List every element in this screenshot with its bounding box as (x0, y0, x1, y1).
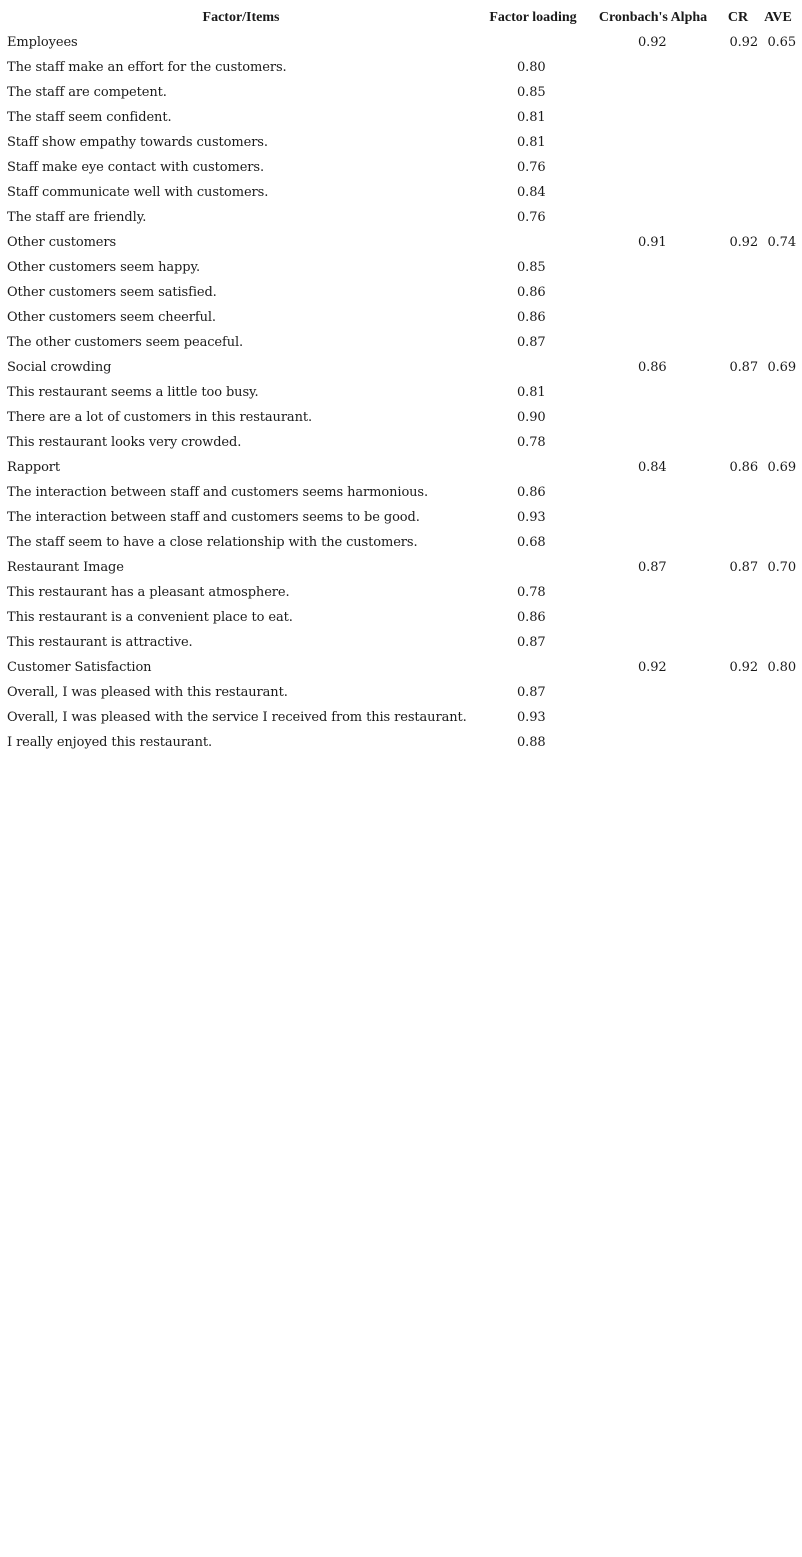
item-cell: There are a lot of customers in this restaurant. (7, 410, 313, 425)
item-row (4, 705, 798, 730)
factor-loading-cell: 0.93 (517, 510, 546, 525)
item-row (4, 180, 798, 205)
cr-cell (718, 730, 758, 755)
header-factor-items: Factor/Items (202, 9, 280, 25)
factor-loading-cell (478, 455, 588, 480)
cr-cell (718, 330, 758, 355)
item-row (4, 205, 798, 230)
item-cell: This restaurant seems a little too busy. (7, 385, 259, 400)
cronbachs-alpha-cell (588, 205, 718, 230)
item-row (4, 155, 798, 180)
item-cell: The interaction between staff and customers seems harmonious. (7, 485, 429, 500)
cr-cell (718, 305, 758, 330)
cronbachs-alpha-cell (588, 55, 718, 80)
ave-cell (758, 530, 798, 555)
cronbachs-alpha-cell: 0.92 (638, 660, 667, 675)
cr-cell: 0.87 (729, 360, 758, 375)
ave-cell (758, 580, 798, 605)
item-row (4, 480, 798, 505)
item-cell: The other customers seem peaceful. (7, 335, 244, 350)
ave-cell: 0.70 (767, 560, 796, 575)
table-header (4, 5, 798, 30)
cronbachs-alpha-cell (588, 280, 718, 305)
cr-cell (718, 430, 758, 455)
item-row (4, 530, 798, 555)
cronbachs-alpha-cell (588, 605, 718, 630)
item-cell: Other customers seem happy. (7, 260, 201, 275)
factor-row (4, 655, 798, 680)
cronbachs-alpha-cell (588, 80, 718, 105)
ave-cell: 0.65 (767, 35, 796, 50)
header-ave: AVE (764, 9, 792, 25)
item-row (4, 80, 798, 105)
ave-cell (758, 605, 798, 630)
item-cell: The staff are friendly. (7, 210, 147, 225)
cronbachs-alpha-cell (588, 130, 718, 155)
ave-cell: 0.69 (767, 460, 796, 475)
cr-cell (718, 505, 758, 530)
factor-row (4, 555, 798, 580)
ave-cell (758, 480, 798, 505)
item-row (4, 105, 798, 130)
cronbachs-alpha-cell (588, 330, 718, 355)
cronbachs-alpha-cell (588, 680, 718, 705)
item-cell: Overall, I was pleased with the service I received from this restaurant. (7, 710, 467, 725)
item-cell: Customer Satisfaction (7, 660, 152, 675)
cr-cell (718, 130, 758, 155)
item-row (4, 430, 798, 455)
item-cell: This restaurant is attractive. (7, 635, 193, 650)
cronbachs-alpha-cell (588, 580, 718, 605)
item-row (4, 255, 798, 280)
ave-cell (758, 105, 798, 130)
cronbachs-alpha-cell: 0.84 (638, 460, 667, 475)
item-cell: Restaurant Image (7, 560, 124, 575)
item-row (4, 580, 798, 605)
factor-loading-cell (478, 555, 588, 580)
item-row (4, 330, 798, 355)
cronbachs-alpha-cell (588, 630, 718, 655)
factor-row (4, 355, 798, 380)
cr-cell (718, 630, 758, 655)
factor-loading-cell (478, 230, 588, 255)
ave-cell (758, 330, 798, 355)
cr-cell (718, 105, 758, 130)
header-cr: CR (727, 9, 749, 25)
factor-loading-cell: 0.78 (517, 435, 546, 450)
cr-cell (718, 255, 758, 280)
ave-cell (758, 405, 798, 430)
header-row (4, 5, 798, 30)
factor-row (4, 230, 798, 255)
item-cell: Other customers seem satisfied. (7, 285, 217, 300)
cronbachs-alpha-cell (588, 380, 718, 405)
factor-loading-cell: 0.87 (517, 335, 546, 350)
cr-cell (718, 380, 758, 405)
header-factor-loading: Factor loading (489, 9, 577, 25)
factor-loading-cell: 0.87 (517, 635, 546, 650)
cronbachs-alpha-cell (588, 180, 718, 205)
item-cell: The staff seem to have a close relationship with the customers. (7, 535, 418, 550)
cr-cell (718, 280, 758, 305)
cr-cell: 0.92 (729, 235, 758, 250)
factor-loading-cell: 0.76 (517, 210, 546, 225)
item-cell: Overall, I was pleased with this restaurant. (7, 685, 288, 700)
ave-cell (758, 55, 798, 80)
item-cell: Rapport (7, 460, 61, 475)
factor-loading-cell: 0.88 (517, 735, 546, 750)
ave-cell (758, 255, 798, 280)
factor-loading-cell: 0.86 (517, 285, 546, 300)
cr-cell (718, 605, 758, 630)
factor-loading-cell: 0.80 (517, 60, 546, 75)
table-body (4, 30, 798, 755)
ave-cell (758, 630, 798, 655)
ave-cell (758, 430, 798, 455)
factor-loading-cell: 0.81 (517, 110, 546, 125)
factor-loading-cell: 0.81 (517, 135, 546, 150)
factor-loading-cell: 0.78 (517, 585, 546, 600)
ave-cell (758, 180, 798, 205)
factor-loading-cell: 0.86 (517, 485, 546, 500)
factor-loading-cell: 0.76 (517, 160, 546, 175)
cronbachs-alpha-cell (588, 730, 718, 755)
factor-loading-cell: 0.87 (517, 685, 546, 700)
cr-cell (718, 180, 758, 205)
cronbachs-alpha-cell: 0.87 (638, 560, 667, 575)
factor-loading-cell: 0.90 (517, 410, 546, 425)
item-cell: Staff make eye contact with customers. (7, 160, 265, 175)
item-cell: Social crowding (7, 360, 112, 375)
factor-loading-cell (478, 655, 588, 680)
cronbachs-alpha-cell (588, 430, 718, 455)
item-cell: Employees (7, 35, 78, 50)
item-cell: This restaurant is a convenient place to eat. (7, 610, 293, 625)
factor-loading-cell: 0.85 (517, 260, 546, 275)
cronbachs-alpha-cell (588, 305, 718, 330)
item-row (4, 130, 798, 155)
item-cell: Other customers (7, 235, 117, 250)
cronbachs-alpha-cell (588, 505, 718, 530)
cronbachs-alpha-cell (588, 105, 718, 130)
factor-loading-cell: 0.86 (517, 610, 546, 625)
item-cell: The staff make an effort for the customers. (7, 60, 287, 75)
cronbachs-alpha-cell (588, 405, 718, 430)
ave-cell: 0.74 (767, 235, 796, 250)
cr-cell: 0.86 (729, 460, 758, 475)
factor-loading-cell: 0.86 (517, 310, 546, 325)
cronbachs-alpha-cell: 0.92 (638, 35, 667, 50)
item-row (4, 405, 798, 430)
cronbachs-alpha-cell: 0.86 (638, 360, 667, 375)
cr-cell (718, 405, 758, 430)
factor-loading-cell: 0.84 (517, 185, 546, 200)
cronbachs-alpha-cell (588, 705, 718, 730)
item-cell: The staff seem confident. (7, 110, 172, 125)
item-row (4, 380, 798, 405)
cr-cell (718, 205, 758, 230)
item-cell: Staff communicate well with customers. (7, 185, 269, 200)
ave-cell: 0.80 (767, 660, 796, 675)
cr-cell: 0.87 (729, 560, 758, 575)
ave-cell (758, 130, 798, 155)
cronbachs-alpha-cell (588, 480, 718, 505)
cr-cell (718, 530, 758, 555)
item-cell: This restaurant looks very crowded. (7, 435, 242, 450)
ave-cell (758, 305, 798, 330)
item-cell: Other customers seem cheerful. (7, 310, 216, 325)
ave-cell (758, 680, 798, 705)
factor-row (4, 30, 798, 55)
cronbachs-alpha-cell (588, 155, 718, 180)
cr-cell (718, 580, 758, 605)
factor-row (4, 455, 798, 480)
item-row (4, 280, 798, 305)
cronbachs-alpha-cell (588, 530, 718, 555)
item-cell: The staff are competent. (7, 85, 167, 100)
item-cell: This restaurant has a pleasant atmosphere. (7, 585, 290, 600)
item-row (4, 55, 798, 80)
item-cell: I really enjoyed this restaurant. (7, 735, 213, 750)
cr-cell: 0.92 (729, 35, 758, 50)
cr-cell (718, 55, 758, 80)
item-row (4, 505, 798, 530)
item-cell: Staff show empathy towards customers. (7, 135, 268, 150)
factor-table (4, 5, 798, 755)
cr-cell: 0.92 (729, 660, 758, 675)
item-row (4, 680, 798, 705)
cr-cell (718, 155, 758, 180)
factor-loading-cell: 0.81 (517, 385, 546, 400)
ave-cell (758, 380, 798, 405)
cronbachs-alpha-cell (588, 255, 718, 280)
factor-loading-cell: 0.68 (517, 535, 546, 550)
cr-cell (718, 480, 758, 505)
ave-cell (758, 730, 798, 755)
header-cronbachs-alpha: Cronbach's Alpha (598, 9, 708, 25)
ave-cell (758, 155, 798, 180)
ave-cell (758, 80, 798, 105)
cr-cell (718, 80, 758, 105)
cr-cell (718, 680, 758, 705)
factor-loading-cell: 0.85 (517, 85, 546, 100)
factor-loading-cell (478, 355, 588, 380)
item-row (4, 730, 798, 755)
factor-loading-cell: 0.93 (517, 710, 546, 725)
cr-cell (718, 705, 758, 730)
item-row (4, 305, 798, 330)
cronbachs-alpha-cell: 0.91 (638, 235, 667, 250)
factor-loading-cell (478, 30, 588, 55)
ave-cell (758, 705, 798, 730)
ave-cell: 0.69 (767, 360, 796, 375)
ave-cell (758, 280, 798, 305)
item-row (4, 605, 798, 630)
item-row (4, 630, 798, 655)
item-cell: The interaction between staff and customers seems to be good. (7, 510, 420, 525)
ave-cell (758, 505, 798, 530)
ave-cell (758, 205, 798, 230)
